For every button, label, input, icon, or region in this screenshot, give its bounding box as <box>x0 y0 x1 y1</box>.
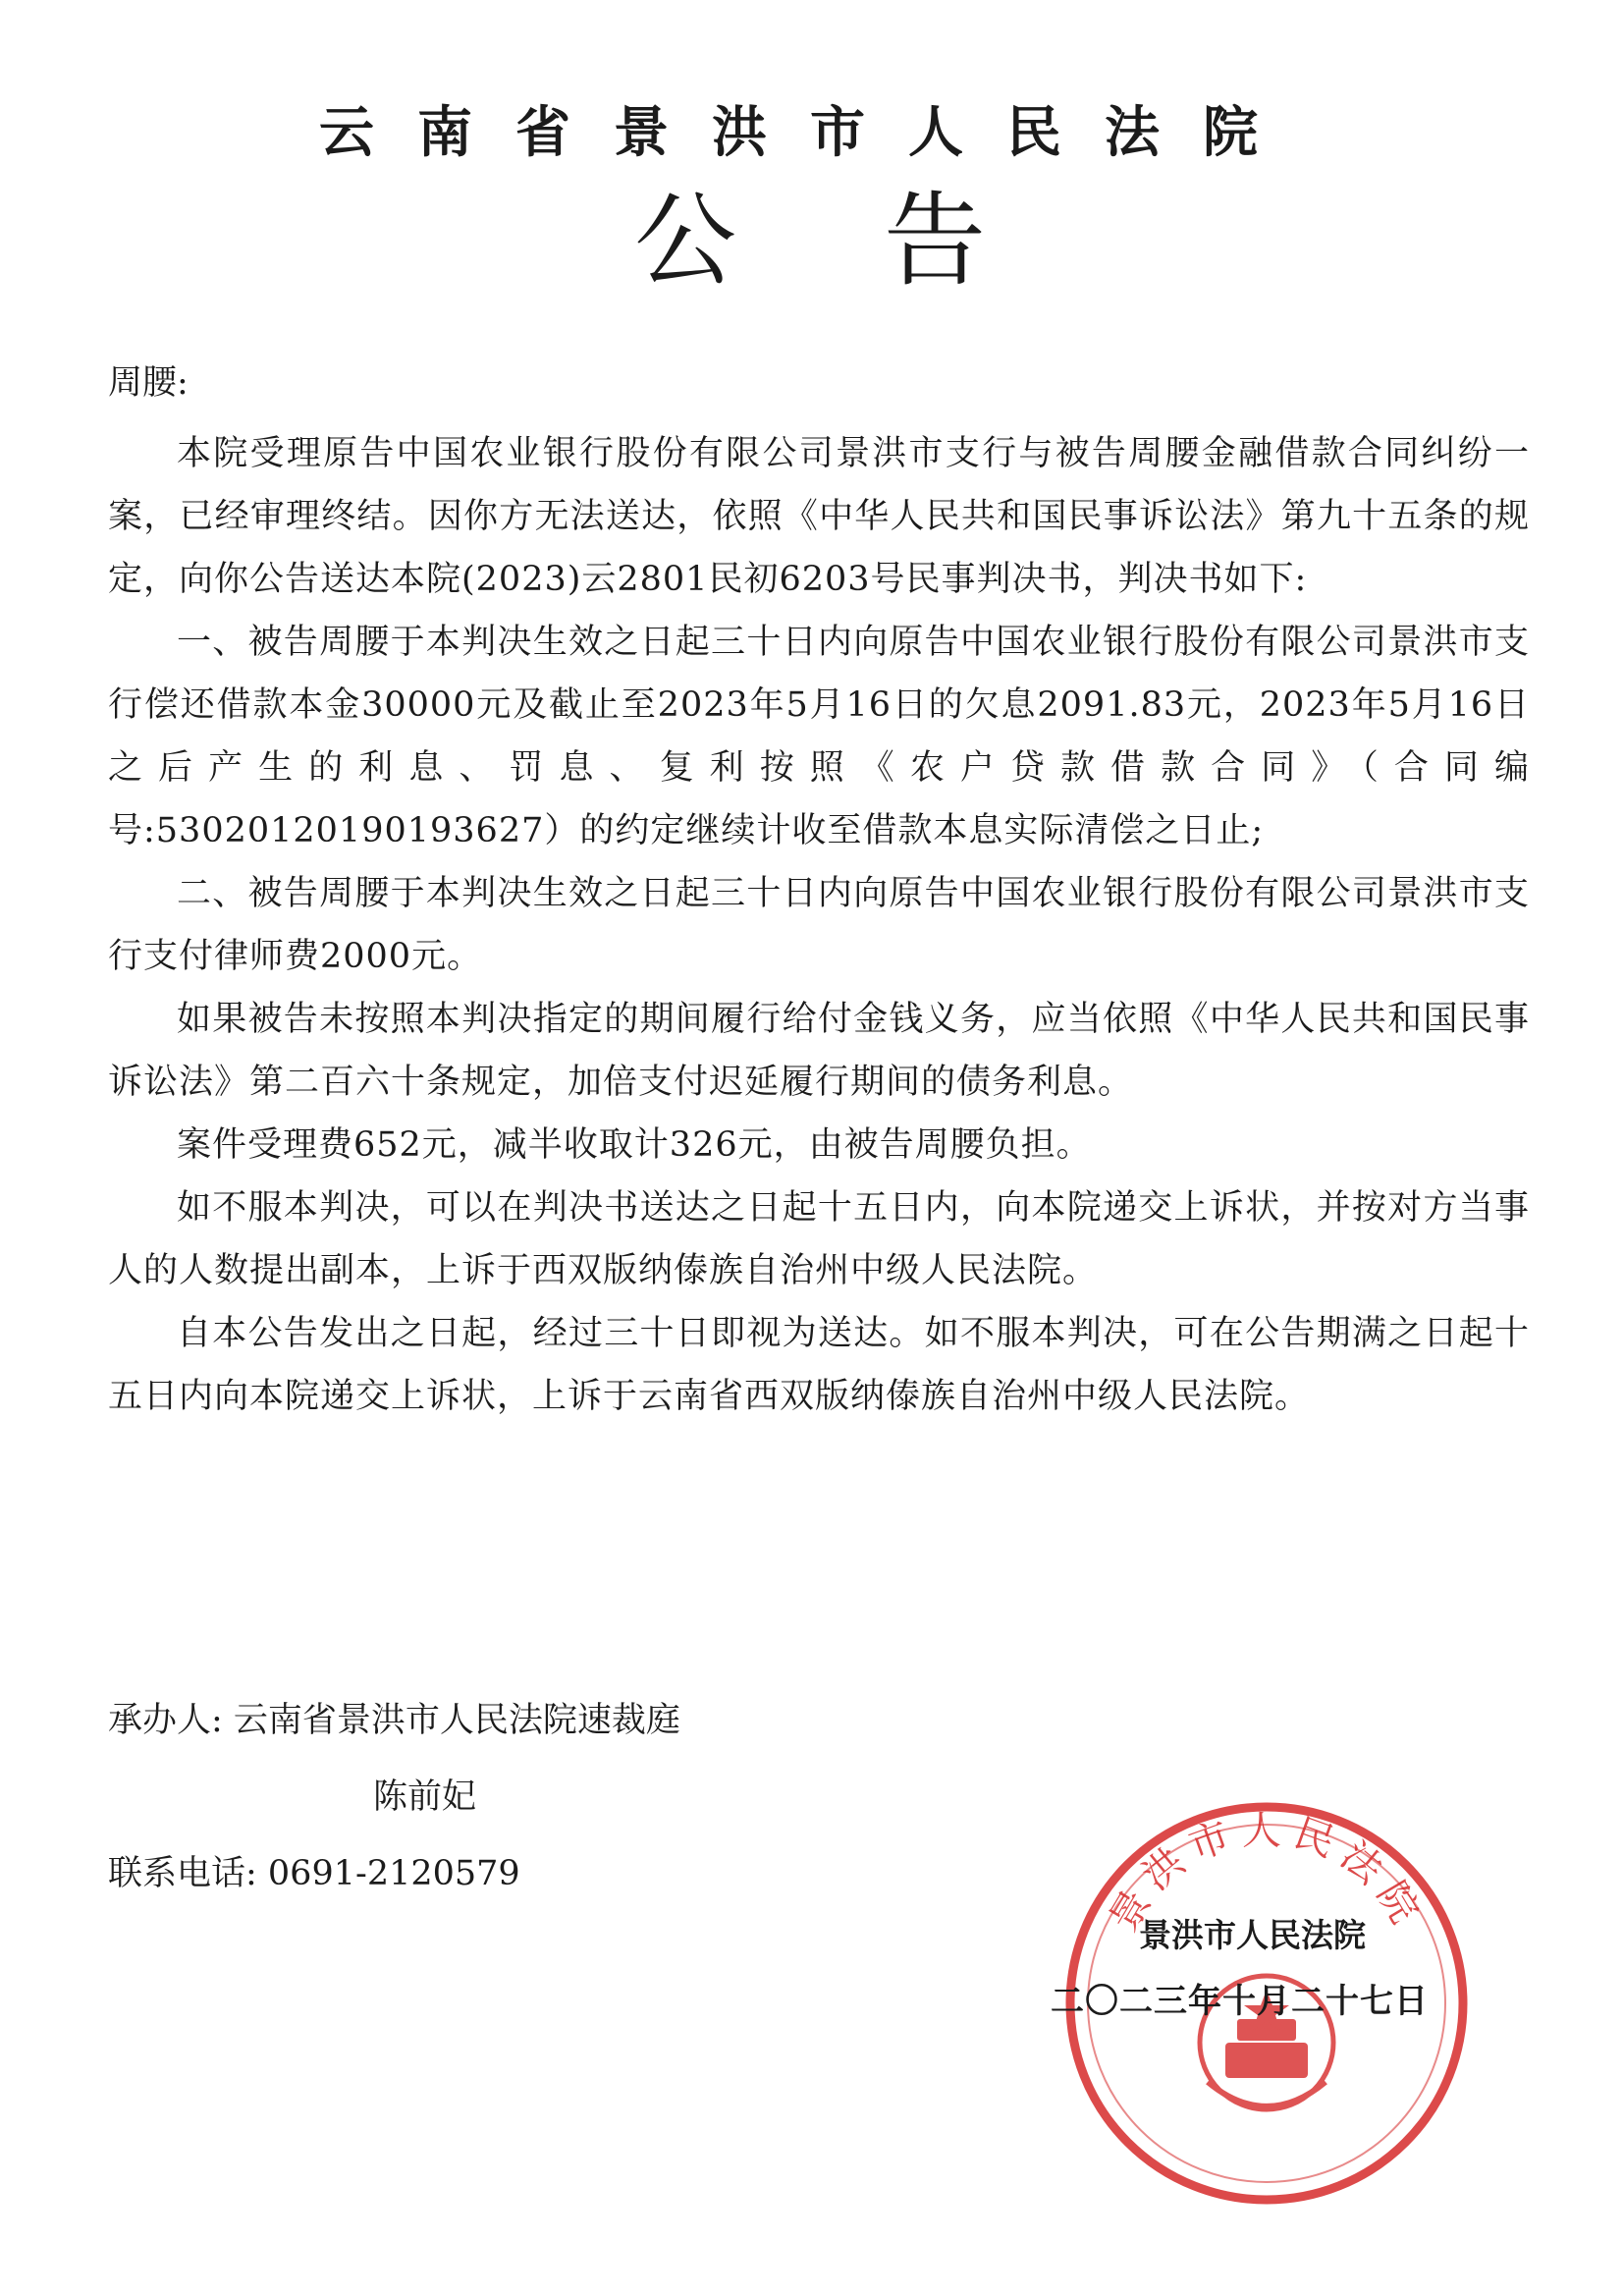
seal-ring-text: 景洪市人民法院 <box>1101 1808 1433 1940</box>
seal-court-name: 景洪市人民法院 <box>1139 1916 1366 1954</box>
notice-title: 公告 <box>633 181 1133 301</box>
paragraph-judgment-item-2: 二、被告周腰于本判决生效之日起三十日内向原告中国农业银行股份有限公司景洪市支行支付律师费2000元。 <box>108 874 1530 976</box>
handler-name: 陈前妃 <box>373 1777 477 1817</box>
paragraph-delay-interest: 如果被告未按照本判决指定的期间履行给付金钱义务，应当依照《中华人民共和国民事诉讼法》第二百六十条规定，加倍支付迟延履行期间的债务利息。 <box>108 1000 1530 1102</box>
paragraph-service-notice: 自本公告发出之日起，经过三十日即视为送达。如不服本判决，可在公告期满之日起十五日内向本院递交上诉状，上诉于云南省西双版纳傣族自治州中级人民法院。 <box>108 1314 1530 1416</box>
addressee: 周腰: <box>108 363 189 403</box>
issue-date: 二〇二三年十月二十七日 <box>1051 1982 1429 2021</box>
phone-line: 联系电话: 0691-2120579 <box>108 1854 520 1893</box>
paragraph-court-fee: 案件受理费652元，减半收取计326元，由被告周腰负担。 <box>177 1125 1092 1165</box>
paragraph-judgment-item-1: 一、被告周腰于本判决生效之日起三十日内向原告中国农业银行股份有限公司景洪市支行偿还借款本金30000元及截止至2023年5月16日的欠息2091.83元，2023年5月16日之后产生的利息、罚息、复利按照《农户贷款借款合同》（合同编号:53020120190193627）的约定继续计收至借款本息实际清偿之日止; <box>108 623 1530 850</box>
paragraph-appeal: 如不服本判决，可以在判决书送达之日起十五日内，向本院递交上诉状，并按对方当事人的人数提出副本，上诉于西双版纳傣族自治州中级人民法院。 <box>108 1188 1530 1290</box>
notice-footer <box>108 1689 680 1919</box>
court-name-heading: 云南省景洪市人民法院 <box>319 101 1301 165</box>
notice-body <box>108 352 1530 1428</box>
handler-line: 承办人: 云南省景洪市人民法院速裁庭 <box>108 1701 680 1740</box>
paragraph-intro: 本院受理原告中国农业银行股份有限公司景洪市支行与被告周腰金融借款合同纠纷一案，已经审理终结。因你方无法送达，依照《中华人民共和国民事诉讼法》第九十五条的规定，向你公告送达本院(2023)云2801民初6203号民事判决书，判决书如下: <box>108 434 1530 599</box>
